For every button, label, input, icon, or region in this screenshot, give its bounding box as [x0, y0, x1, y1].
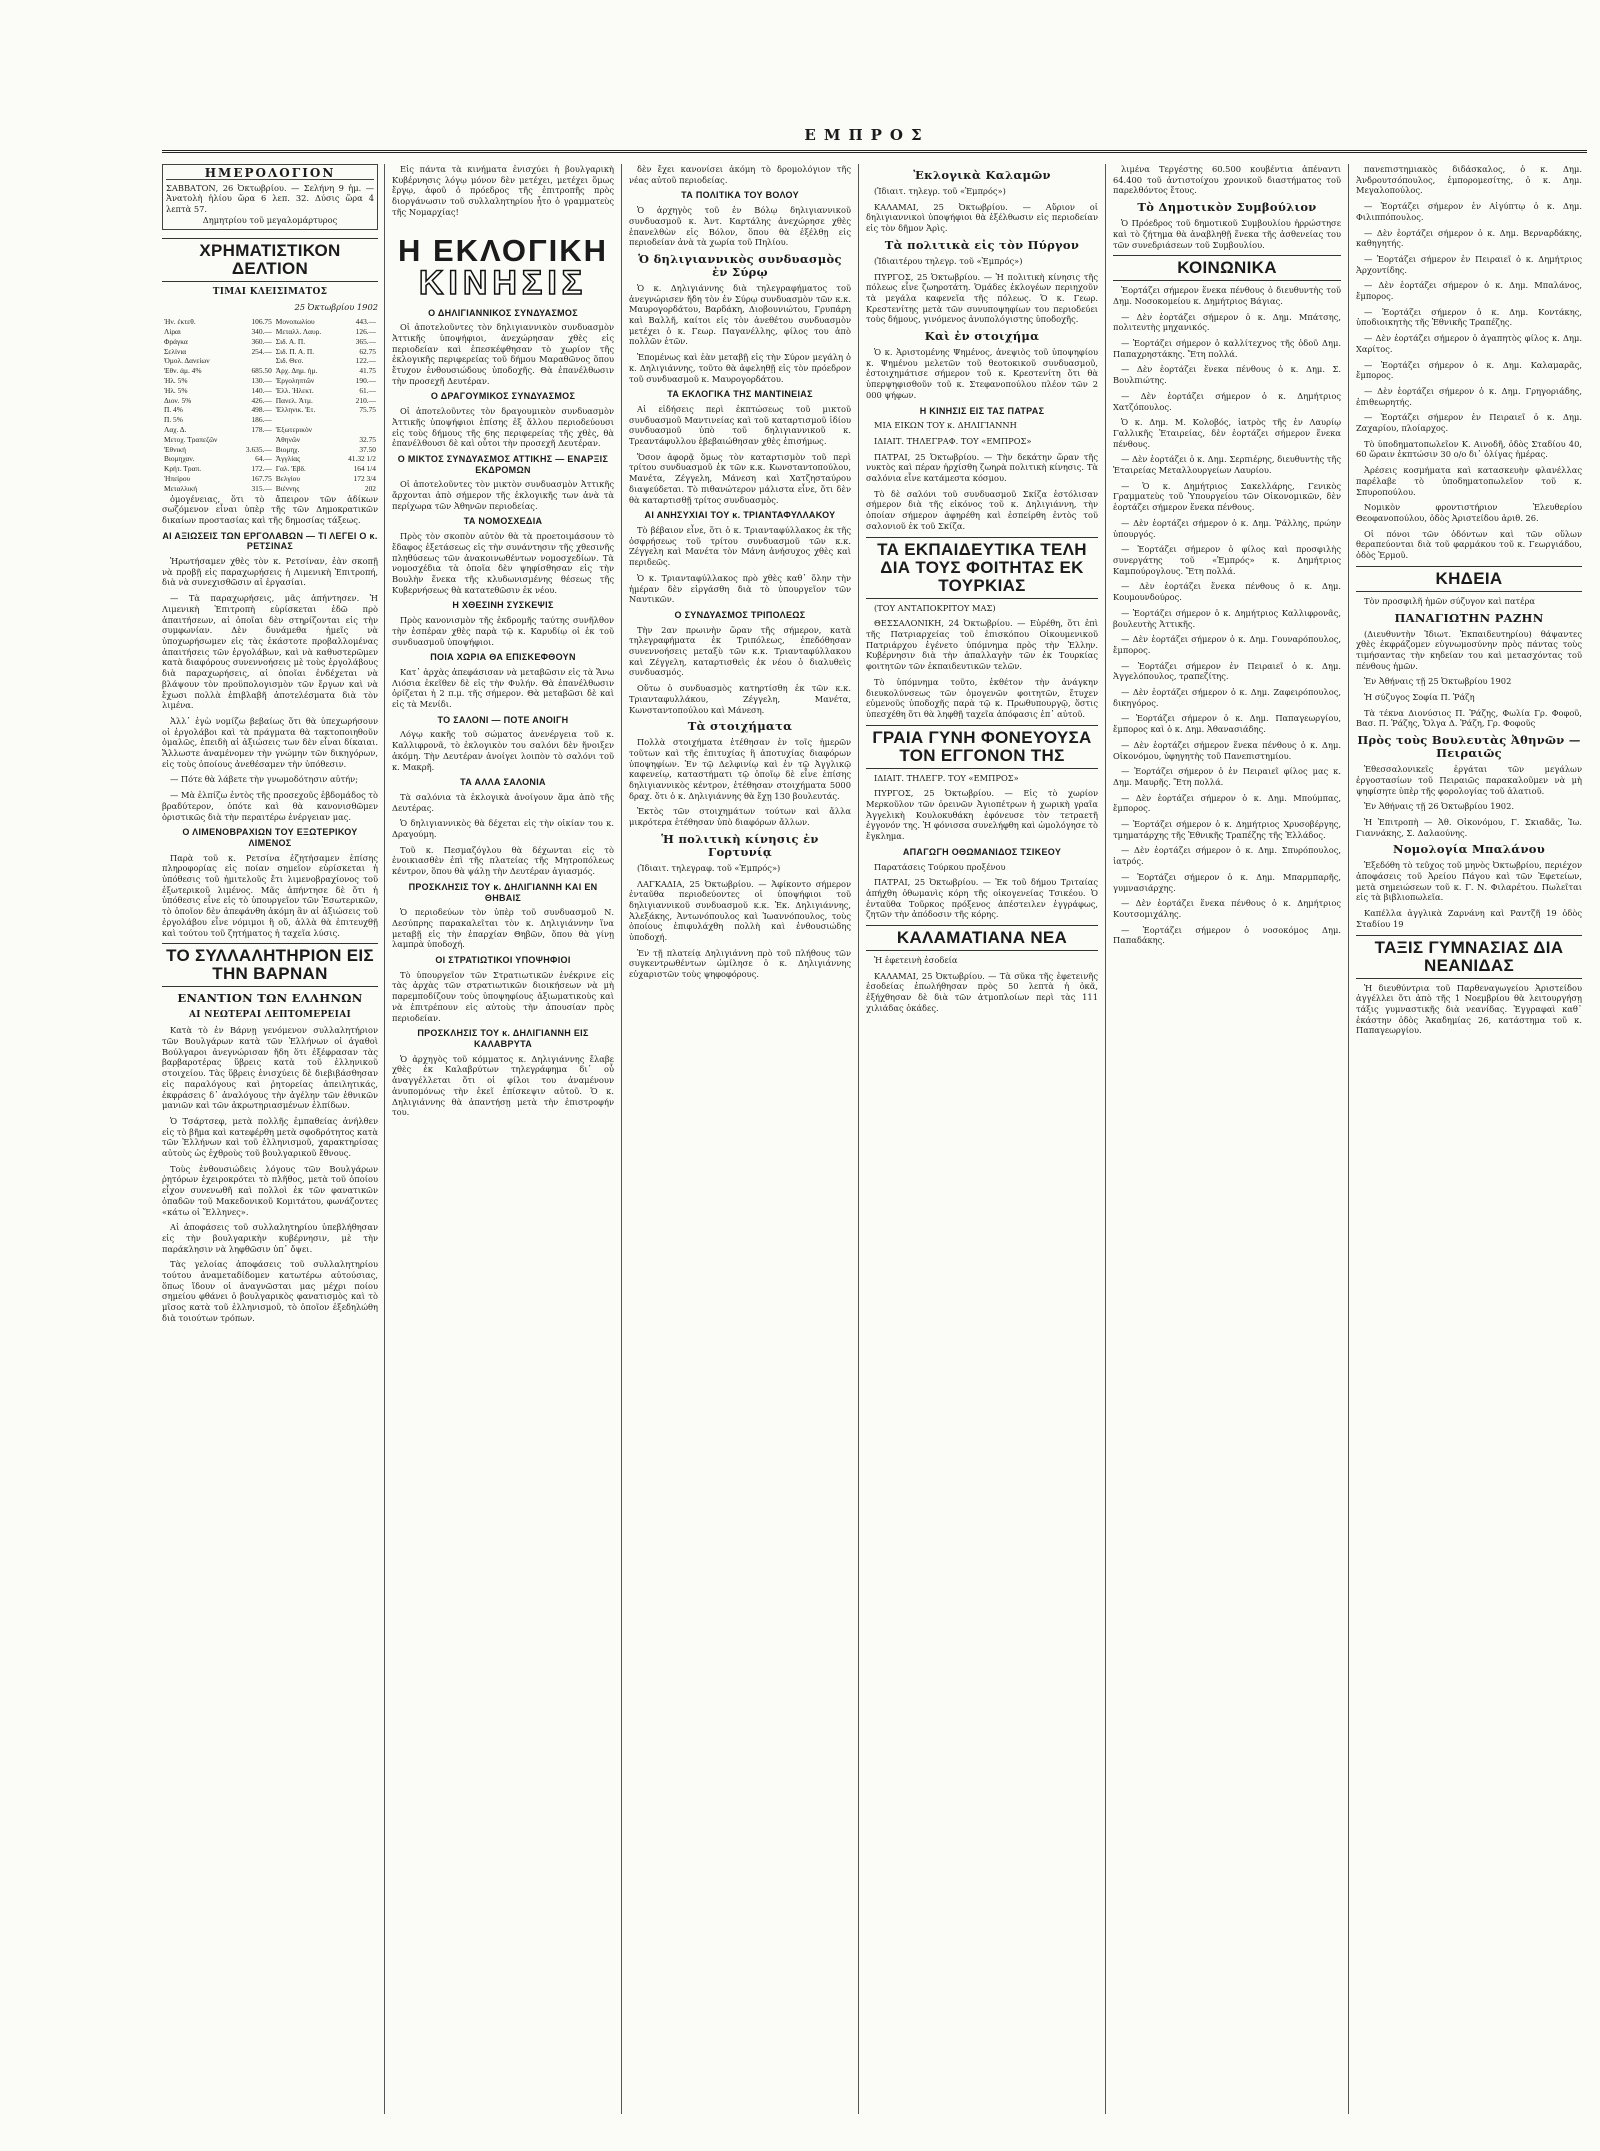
exchange-cell: Ἐθν. ἀμ. 4% [164, 366, 202, 376]
exchange-row [162, 474, 378, 484]
article-heading: ΤΟ ΣΥΛΛΑΛΗΤΗΡΙΟΝ ΕΙΣ ΤΗΝ ΒΑΡΝΑΝ [162, 943, 378, 987]
article-paragraph: Τοῦ κ. Πεσμαζόγλου θὰ δέχωνται εἰς τὸ ἐνοικιασθὲν ἐπὶ τῆς πλατείας τῆς Μητροπόλεως κέντρον, ὅπου θὰ ψάλῃ τὴν Δευτέραν ἁγιασμός. [392, 844, 614, 877]
article-paragraph: Τὸ ὑπουργεῖον τῶν Στρατιωτικῶν ἐνέκρινε εἰς τὰς ἀρχὰς τῶν στρατιωτικῶν διοικήσεων νὰ μὴ παρεμποδίζουν τοὺς ὑποψηφίους ἀξιωματικοὺς καὶ νὰ ἐπιτρέπουν εἰς αὐτοὺς τὴν ἀπουσίαν πρὸς περιοδείαν. [392, 969, 614, 1023]
article-paragraph: — Δὲν ἑορτάζει σήμερον ὁ κ. Δημ. Μπούμπας, ἔμπορος. [1113, 792, 1341, 814]
section-title-election-movement [392, 234, 614, 300]
article-paragraph: Τὰ τέκνα Διονύσιος Π. Ῥάζης, Φωλία Γρ. Φοφοῦ, Βασ. Π. Ῥάζης, Ὄλγα Δ. Ῥάζη, Γρ. Φοφοῦς [1356, 707, 1582, 729]
exchange-cell: 167.75 [251, 473, 272, 483]
exchange-cell: Κρήτ. Τραπ. [164, 464, 202, 474]
exchange-row [162, 464, 378, 474]
article-paragraph: — Δὲν ἑορτάζει σήμερον ὁ κ. Δημ. Μπαλάνος, ἔμπορος. [1356, 280, 1582, 302]
exchange-cell: 360.— [251, 336, 272, 346]
exchange-cell: 106.75 [251, 317, 272, 327]
exchange-cell: Ἀρχ. Δημ. ἡμ. [275, 366, 318, 376]
article-paragraph: Αἱ εἰδήσεις περὶ ἐκπτώσεως τοῦ μικτοῦ συνδυασμοῦ Μαντινείας καὶ τοῦ καταρτισμοῦ ἰδίου συνδυασμοῦ ὑπὸ τοῦ δηλιγιαννικοῦ κ. Τρεαντάφυλλου ἐβεβαιώθησαν χθὲς ἐπισήμως. [629, 403, 851, 447]
article-paragraph: Οὕτω ὁ συνδυασμὸς κατηρτίσθη ἐκ τῶν κ.κ. Τριανταφυλλάκου, Ζέγγελη, Μανέτα, Κωνσταντοπούλου καὶ Μάνεση. [629, 683, 851, 715]
exchange-cell: Σιδ. Π. Α. Π. [275, 346, 315, 356]
article-paragraph: ὁμογένειας, ὅτι τὸ ἄπειρον τῶν ἀδίκων σωζόμενον εἶναι ὑπὲρ τῆς τῶν Δημοκρατικῶν δικαίων προστασίας καὶ τῆς δημοσίας τάξεως. [162, 493, 378, 525]
article-paragraph: Ἐξεδόθη τὸ τεῦχος τοῦ μηνὸς Ὀκτωβρίου, περιέχον ἀποφάσεις τοῦ Ἀρείου Πάγου καὶ τῶν Ἐφετείων, μετὰ σημειώσεων τοῦ κ. Γ. Ν. Φιλαρέτου. Πωλεῖται εἰς τὰ βιβλιοπωλεῖα. [1356, 860, 1582, 903]
article-heading: Ἐκλογικὰ Καλαμῶν [913, 168, 1051, 182]
article-paragraph: — Δὲν ἑορτάζει ἕνεκα πένθους ὁ κ. Δημ. Κουμουνδούρος. [1113, 581, 1341, 603]
article-paragraph: — Ἑορτάζει σήμερον ὁ κ. Δημήτριος Καλλιφρονᾶς, βουλευτὴς Ἀττικῆς. [1113, 607, 1341, 629]
calendar-title: ΗΜΕΡΟΛΟΓΙΟΝ [166, 168, 374, 180]
exchange-cell: 190.— [355, 376, 376, 385]
article-paragraph: Οἱ πόνοι τῶν ὀδόντων καὶ τῶν οὔλων θεραπεύονται διὰ τοῦ φαρμάκου τοῦ κ. Γεωργιάδου, ὁδὸς Ἑρμοῦ. [1356, 528, 1582, 561]
exchange-cell: Ἠπείρου [164, 473, 191, 483]
exchange-cell: Ἡν. ἐκτεθ. [164, 317, 196, 327]
article-paragraph: Ὁ ἀρχηγὸς τοῦ κόμματος κ. Δηλιγιάννης ἔλαβε χθὲς ἐκ Καλαβρύτων τηλεγράφημα δι᾽ οὗ ἀναγγέλλεται ὅτι οἱ φίλοι του ἀναμένουν ἀνυπομόνως τὴν ἐκεῖ ἐπίσκεψιν αὐτοῦ. Ὁ κ. Δηλιγιάννης θὰ ἀπαντήσῃ μετὰ τὴν ἐπιστροφήν του. [392, 1053, 614, 1118]
article-heading: Καὶ ἐν στοιχήμα [924, 329, 1040, 344]
article-paragraph: ΠΑΤΡΑΙ, 25 Ὀκτωβρίου. — Τὴν δεκάτην ὥραν τῆς νυκτὸς καὶ πέραν ἠρχίσθη ζωηρὰ πολιτικὴ κίνησις. Τὰ σαλόνια εἶνε κατάμεστα κόσμου. [866, 451, 1098, 484]
article-heading: ΑΙ ΑΞΙΩΣΕΙΣ ΤΩΝ ΕΡΓΟΛΑΒΩΝ — ΤΙ ΛΕΓΕΙ Ο κ. ΡΕΤΣΙΝΑΣ [162, 530, 378, 552]
article-paragraph: Τὰς γελοίας ἀποφάσεις τοῦ συλλαλητηρίου τούτου ἀναμεταδίδομεν κατωτέρω αὐτούσιας, ὅπως ἴδουν οἱ ἀναγνῶσται μας μέχρι ποίου σημείου φθάνει ὁ βουλγαρικὸς φανατισμὸς καὶ τὸ μῖσος κατὰ τοῦ ἑλληνισμοῦ, τὸ ὁποῖον ἐξεδηλώθη διὰ τοιούτων τρόπων. [162, 1259, 378, 1323]
column-1 [162, 164, 378, 2114]
article-paragraph: Ὁ κ. Δημ. Μ. Κολοβός, ἰατρὸς τῆς ἐν Λαυρίῳ Γαλλικῆς Ἑταιρείας, δὲν ἑορτάζει σήμερον ἕνεκα πένθους. [1113, 417, 1341, 449]
article-paragraph: ΙΔΙΑΙΤ. ΤΗΛΕΓΡ. ΤΟΥ «ΕΜΠΡΟΣ» [874, 772, 1019, 783]
exchange-row [162, 347, 378, 357]
article-paragraph: — Ἑορτάζει σήμερον ὁ κ. Δημ. Κοντάκης, ὑποδιοικητὴς τῆς Ἐθνικῆς Τραπέζης. [1356, 306, 1582, 328]
column-6-body [1356, 164, 1582, 1036]
article-paragraph: δὲν ἔχει κανονίσει ἀκόμη τὸ δρομολόγιον τῆς νέας αὐτοῦ περιοδείας. [629, 164, 851, 185]
article-paragraph: Ἡ σύζυγος Σοφία Π. Ῥάζη [1364, 692, 1475, 703]
exchange-cell: Μονοπωλίου [275, 317, 315, 327]
exchange-row [162, 415, 378, 425]
exchange-cell: 254.— [251, 346, 272, 356]
exchange-cell: 315.— [251, 483, 272, 493]
article-heading: ΑΠΑΓΩΓΗ ΟΘΩΜΑΝΙΔΟΣ ΤΣΙΚΕΟΥ [902, 846, 1062, 857]
article-paragraph: Τὰ σαλόνια τὰ ἐκλογικὰ ἀνοίγουν ἅμα ἀπὸ τῆς Δευτέρας. [392, 791, 614, 813]
article-paragraph: (Διευθυντὴν Ἰδιωτ. Ἐκπαιδευτηρίου) θάψαντες χθὲς ἐκφράζομεν εὐγνωμοσύνην πρὸς πάντας τοὺς τιμήσαντας τὴν κηδείαν του καὶ μετασχόντας τοῦ πένθους ἡμῶν. [1356, 628, 1582, 671]
article-paragraph: Νομικὸν φροντιστήριον Ἐλευθερίου Θεοφανοπούλου, ὁδὸς Ἀριστείδου ἀριθ. 26. [1356, 502, 1582, 523]
exchange-cell: 41.75 [359, 366, 376, 376]
column-6 [1356, 164, 1582, 2114]
exchange-row [162, 405, 378, 415]
exchange-row [162, 327, 378, 337]
article-paragraph: Ἡ διευθύντρια τοῦ Παρθεναγωγείου Ἀριστείδου ἀγγέλλει ὅτι ἀπὸ τῆς 1 Νοεμβρίου θὰ λειτουργήσῃ τάξις γυμναστικῆς διὰ νεανίδας. Ἐγγραφαὶ καθ᾽ ἑκάστην ὁδὸς Ἀκαδημίας 26, κατάστημα τοῦ κ. Παπαγεωργίου. [1356, 982, 1582, 1036]
exchange-row [162, 454, 378, 464]
article-paragraph: — Ἑορτάζει σήμερον ὁ κ. Δημ. Καλαμαρᾶς, ἔμπορος. [1356, 359, 1582, 381]
column-rule [1105, 164, 1106, 2114]
article-paragraph: — Δὲν ἑορτάζει σήμερον ὁ κ. Δημ. Γρηγοριάδης, ἐπιθεωρητής. [1356, 385, 1582, 407]
article-paragraph: — Ἑορτάζει σήμερον ὁ νοσοκόμος Δημ. Παπαδάκης. [1113, 924, 1341, 946]
exchange-cell: Γαλ. Ἑβδ. [275, 464, 306, 474]
article-paragraph: Ἐν Ἀθήναις τῇ 26 Ὀκτωβρίου 1902. [1364, 801, 1514, 812]
exchange-row [162, 484, 378, 494]
column-4-body [866, 169, 1098, 1014]
exchange-row [162, 386, 378, 396]
exchange-cell: 140.— [251, 385, 272, 395]
exchange-cell: Σιδ. Θεσ. [275, 356, 304, 366]
exchange-cell: 41.32 1/2 [348, 454, 376, 464]
exchange-cell: 202 [364, 483, 376, 493]
article-heading: Ο ΣΥΝΔΥΑΣΜΟΣ ΤΡΙΠΟΛΕΩΣ [674, 609, 806, 620]
article-heading: ΤΑ ΝΟΜΟΣΧΕΔΙΑ [463, 516, 543, 527]
masthead [162, 126, 1587, 153]
article-paragraph: Τὴν 2αν πρωινὴν ὥραν τῆς σήμερον, κατὰ τηλεγραφήματα ἐκ Τριπόλεως, ἐπεδόθησαν συνεννοήσεις μεταξὺ τῶν κ.κ. Τριανταφύλλακου καὶ Ζέγγελη, καταρτισθεὶς ἐκ νέου ὁ διαλυθεὶς συνδυασμός. [629, 624, 851, 678]
article-heading: Η ΧΘΕΣΙΝΗ ΣΥΣΚΕΨΙΣ [452, 600, 554, 611]
article-paragraph: — Μὰ ἐλπίζω ἐντὸς τῆς προσεχοῦς ἑβδομάδος τὸ βραδύτερον, ὁπότε καὶ θὰ κανονισθῶμεν ὁριστικῶς διὰ τὴν περαιτέρω ἐνέργειαν μας. [162, 790, 378, 822]
article-paragraph: Ἡ Ἐπιτροπὴ — Ἀθ. Οἰκονόμου, Γ. Σκιαδᾶς, Ἰω. Γιαννάκης, Σ. Δαλαούνης. [1356, 816, 1582, 838]
article-paragraph: (ΤΟΥ ΑΝΤΑΠΟΚΡΙΤΟΥ ΜΑΣ) [874, 602, 996, 613]
calendar-line-1: ΣΑΒΒΑΤΟΝ, 26 Ὀκτωβρίου. — Σελήνη 9 ἡμ. — Ἀνατολὴ ἡλίου ὥρα 6 λεπ. 32. Δύσις ὥρα 4 λεπτὰ 57. [166, 182, 374, 215]
exchange-cell: Μεταλλ. Λαυρ. [275, 327, 322, 337]
article-heading: ΠΡΟΣΚΛΗΣΙΣ ΤΟΥ κ. ΔΗΛΙΓΙΑΝΝΗ ΕΙΣ ΚΑΛΑΒΡΥΤΑ [417, 1028, 589, 1049]
exchange-cell: 32.75 [359, 434, 376, 444]
article-paragraph: — Δὲν ἑορτάζει ὁ κ. Δημ. Σερπιέρης, διευθυντὴς τῆς Ἑταιρείας Μεταλλουργείων Λαυρίου. [1113, 454, 1341, 476]
article-heading: ΠΡΟΣΚΛΗΣΙΣ ΤΟΥ κ. ΔΗΛΙΓΙΑΝΝΗ ΚΑΙ ΕΝ ΘΗΒΑΙΣ [408, 881, 598, 903]
exchange-cell: 64.— [255, 454, 272, 464]
exchange-cell: Ἠλ. 5% [164, 376, 188, 385]
exchange-cell: 37.50 [359, 444, 376, 454]
exchange-cell: Ἀγγλίας [275, 454, 301, 464]
exchange-cell: Ὁμολ. Δανείων [164, 356, 210, 366]
exchange-cell: Βιέννης [275, 483, 300, 493]
exchange-cell: 340.— [251, 327, 272, 337]
article-paragraph: ΛΑΓΚΑΔΙΑ, 25 Ὀκτωβρίου. — Ἀφίκοντο σήμερον ἐνταῦθα περιοδεύοντες οἱ ὑποψήφιοι τοῦ δηλιγιαννικοῦ συνδυασμοῦ κ.κ. Ἐκ. Δηλιγιάννης, Ἀλεξάκης, Ἀντωνόπουλος καὶ Ἰωαννόπουλος, τοὺς ὁποίους ἐπιφυλάχθη πολλὴ καὶ ἐνθουσιώδης ὑποδοχή. [629, 878, 851, 943]
article-paragraph: Ἐθεσσαλονικεῖς ἐργάται τῶν μεγάλων ἐργοστασίων τοῦ Πειραιῶς παρακαλοῦμεν νὰ μὴ ψηφίσητε ὑπὲρ τῆς φορολογίας τοῦ ἀλατιοῦ. [1356, 764, 1582, 796]
article-heading: ΟΙ ΣΤΡΑΤΙΩΤΙΚΟΙ ΥΠΟΨΗΦΙΟΙ [435, 955, 571, 966]
exchange-row [162, 445, 378, 455]
article-paragraph: Ὁ κ. Δηλιγιάννης διὰ τηλεγραφήματος τοῦ ἀνεγνώρισεν ἤδη τὸν ἐν Σύρῳ συνδυασμὸν τῶν κ.κ. Μαυρογορδάτου, Βαρδάκη, Διοβουνιώτου, Γρυπάρη καὶ Βαλλῆ, καίτοι εἰς τὸν ἀνεθέτου συνδυασμὸν μετέχει ὁ κ. Γεωρ. Παγανέλλης, φίλος του ἀπὸ πολλῶν ἐτῶν. [629, 282, 851, 347]
exchange-cell: Φράγκα [164, 336, 188, 346]
article-paragraph: — Ἑορτάζει σήμερον ὁ κ. Δημ. Μπαρμπαρῆς, γυμνασιάρχης. [1113, 871, 1341, 893]
column-rule [1348, 164, 1349, 2114]
financial-subtitle: ΤΙΜΑΙ ΚΛΕΙΣΙΜΑΤΟΣ [212, 286, 328, 297]
exchange-cell: 426.— [251, 395, 272, 405]
exchange-row [162, 396, 378, 406]
exchange-cell: 172 3/4 [353, 473, 376, 483]
section-title-line-1: Η ΕΚΛΟΓΙΚΗ [397, 232, 609, 268]
exchange-cell: Λαχ. Δ. [164, 424, 187, 434]
exchange-cell: Πανελ. Ἀτμ. [275, 395, 313, 405]
column-rule [384, 164, 385, 2114]
column-5-body [1113, 164, 1341, 946]
exchange-cell: Π. 4% [164, 405, 183, 415]
article-paragraph: Τὸ ὑποδηματοπωλεῖον Κ. Αινοδῆ, ὁδὸς Σταδίου 40, 60 ὥραιν ἐκπτώσιν 30 ο/ο δι᾽ ὀλίγας ἡμέρας. [1356, 438, 1582, 460]
article-paragraph: Τὸ βέβαιον εἶνε, ὅτι ὁ κ. Τριανταφύλλακος ἐκ τῆς ὀσφρήσεως τοῦ τρίτου συνδυασμοῦ τῶν κ.κ. Ζέγγελη καὶ Μανέτα τὸν Μάνη ἀνήσυχος χθὲς καὶ περιδεῶς. [629, 524, 851, 568]
article-paragraph: Οἱ ἀποτελοῦντες τὸν δραγουμικὸν συνδυασμὸν Ἀττικῆς ὑποψήφιοι ἐπίσης ἐξ ἄλλου περιοδεύουσι εἰς τοὺς δήμους τῆς 6ης περιφερείας τῆς χθὲς, θὰ ἐπανέλθουσι δὲ καὶ οὗτοι τὴν προσεχῆ Δευτέραν. [392, 406, 614, 449]
exchange-row [162, 425, 378, 435]
exchange-row [162, 356, 378, 366]
article-paragraph: — Δὲν ἑορτάζει σήμερον ὁ ἀγαπητὸς φίλος κ. Δημ. Χαρίτος. [1356, 333, 1582, 354]
article-heading: Ὁ δηλιγιαννικὸς συνδυασμὸς ἐν Σύρῳ [638, 251, 842, 279]
exchange-cell: Διον. 5% [164, 395, 192, 405]
column-2-body [392, 164, 614, 1118]
article-paragraph: Ἐν τῇ πλατείᾳ Δηλιγιάννη πρὸ τοῦ πλήθους τῶν συγκεντρωθέντων ὡμίλησε ὁ κ. Δηλιγιάννης εὐχαριστῶν τοὺς ψηφοφόρους. [629, 947, 851, 980]
exchange-row [162, 337, 378, 347]
article-paragraph: — Δὲν ἑορτάζει σήμερον ἕνεκα πένθους ὁ κ. Δημ. Οἰκονόμου, ὑφηγητὴς τοῦ Πανεπιστημίου. [1113, 739, 1341, 761]
article-heading: ΤΑ ΑΛΛΑ ΣΑΛΟΝΙΑ [460, 777, 546, 788]
exchange-cell: 178.— [251, 424, 272, 434]
exchange-cell: 75.75 [359, 405, 376, 415]
section-title-line-2: ΚΙΝΗΣΙΣ [418, 263, 588, 302]
exchange-cell: Ἐθνική [164, 444, 186, 454]
exchange-cell: Σελίνια [164, 346, 187, 356]
column-3 [629, 164, 851, 2114]
column-4 [866, 164, 1098, 2114]
article-paragraph: — Δὲν ἑορτάζει σήμερον ὁ κ. Δημ. Βερναρδάκης, καθηγητής. [1356, 227, 1582, 249]
article-paragraph: ΠΥΡΓΟΣ, 25 Ὀκτωβρίου. — Εἰς τὸ χωρίον Μερκοῦλον τῶν ὁρεινῶν Ἀγιοπέτρων ἡ χωρικὴ γραῖα Ἀγγελικὴ Κουλοκυθάκη ἐφόνευσε τὸν τετραετῆ ἐγγονόν της. Ἡ φόνισσα συνελήφθη καὶ ὡμολόγησε τὸ ἔγκλημα. [866, 788, 1098, 842]
exchange-cell [274, 415, 337, 425]
article-paragraph: ΘΕΣΣΑΛΟΝΙΚΗ, 24 Ὀκτωβρίου. — Εὐρέθη, ὅτι ἐπὶ τῆς Πατριαρχείας τοῦ ἐπισκόπου Οἰκουμενικοῦ Πατριάρχου ἐγένετο ὑπόμνημα πρὸς τὴν Ἐλλην. Κυβέρνησιν διὰ τὴν ἀπαλλαγὴν τῶν ἐκ Τουρκίας φοιτητῶν τῶν ἐκπαιδευτικῶν τελῶν. [866, 618, 1098, 672]
exchange-cell: 186.— [251, 415, 272, 425]
column-3-body [629, 164, 851, 980]
article-paragraph: — Ὁ κ. Δημήτριος Σακελλάρης, Γενικὸς Γραμματεὺς τοῦ Ὑπουργείου τῶν Οἰκονομικῶν, δὲν ἑορτάζει σήμερον ἕνεκα πένθους. [1113, 480, 1341, 513]
exchange-cell: 122.— [355, 356, 376, 366]
exchange-cell: 126.— [355, 327, 376, 337]
article-paragraph: Τὸ ὑπόμνημα τοῦτο, ἐκθέτον τὴν ἀνάγκην διευκολύνσεως τῶν ὁμογενῶν φοιτητῶν, ἔτυχεν εὐμενοῦς ὑποδοχῆς παρὰ τῷ κ. Πρωθυπουργῷ, ὅστις ὑπεσχέθη ὅτι θὰ ληφθῇ ταχεῖα ἀπόφασις ἐπ᾽ αὐτοῦ. [866, 676, 1098, 719]
article-heading: ΓΡΑΙΑ ΓΥΝΗ ΦΟΝΕΥΟΥΣΑ ΤΟΝ ΕΓΓΟΝΟΝ ΤΗΣ [866, 725, 1098, 769]
exchange-cell: 164 1/4 [353, 464, 376, 474]
article-heading: Τὰ πολιτικὰ εἰς τὸν Πύργον [884, 237, 1080, 252]
exchange-cell: 130.— [251, 376, 272, 385]
article-paragraph: ΠΑΤΡΑΙ, 25 Ὀκτωβρίου. — Ἐκ τοῦ δήμου Τριταίας ἀπήχθη ὀθωμανὶς κόρη τῆς οἰκογενείας Τσικέου. Ὁ ἐνταῦθα Τοῦρκος πρόξενος ἀπέστειλεν ἐγγράφως, ζητῶν τὴν ἀπόδοσιν τῆς κόρης. [866, 877, 1098, 920]
exchange-cell: Ἑλληνικ. Ἐτ. [275, 405, 316, 415]
article-paragraph: Ὁ δηλιγιαννικὸς θὰ δέχεται εἰς τὴν οἰκίαν του κ. Δραγούμη. [392, 818, 614, 840]
article-paragraph: Ὁ Τσάρτσεφ, μετὰ πολλῆς ἐμπαθείας ἀνήλθεν εἰς τὸ βῆμα καὶ κατεφέρθη μετὰ σφοδρότητος κατὰ τῶν Ἑλλήνων καὶ τοῦ ἑλληνισμοῦ, χαρακτηρίσας αὐτοὺς ὡς ἐχθροὺς τοῦ βουλγαρικοῦ ἔθνους. [162, 1115, 378, 1159]
exchange-row [162, 435, 378, 445]
article-paragraph: Πολλὰ στοιχήματα ἐτέθησαν ἐν τοῖς ἡμερῶν τοῦτων καὶ τῆς ἐπιτυχίας ἢ ἀποτυχίας διαφόρων ὑποψηφίων. Ἐν τῷ Δελφινίῳ καὶ ἐν τῷ Ἀγγλικῷ καφενείῳ, καταστήματι τῷ ὁποῖῳ δὲ εἶνε ἐπίσης δηλιγιαννικὸς κέντρον, ἐτέθησαν στοιχήματα 5000 δραχ. ὅτι ὁ κ. Δηλιγιάννης θὰ ἔχῃ 130 βουλευτάς. [629, 737, 851, 801]
exchange-cell: Σιδ. Α. Π. [275, 336, 306, 346]
exchange-row [162, 376, 378, 386]
exchange-cell [236, 356, 274, 366]
article-heading: Ἡ πολιτικὴ κίνησις ἐν Γορτυνίᾳ [661, 831, 819, 859]
article-heading: Τὸ Δημοτικὸν Συμβούλιον [1137, 200, 1317, 215]
article-paragraph: — Δὲν ἑορτάζει σήμερον ὁ κ. Δημ. Σπυρόπουλος, ἰατρός. [1113, 845, 1341, 867]
column-1-body [162, 494, 378, 1324]
article-heading: Ο ΔΗΛΙΓΙΑΝΝΙΚΟΣ ΣΥΝΔΥΑΣΜΟΣ [428, 307, 578, 318]
article-heading: ΑΙ ΑΝΗΣΥΧΙΑΙ ΤΟΥ κ. ΤΡΙΑΝΤΑΦΥΛΛΑΚΟΥ [644, 510, 836, 521]
exchange-cell: 210.— [355, 395, 376, 405]
article-paragraph: Πρὸς τὸν σκοπὸν αὐτὸν θὰ τὰ προετοιμάσουν τὸ ἔδαφος ἐξετάσεως εἰς τὴν συνάντησιν τῆς χθεσινῆς πληθύσεως τῶν ἀνακοινωθέντων νομοσχεδίων. Τὰ νομοσχέδια τὰ ὁποῖα δὲν ψηφίσθησαν εἰς τὴν Βουλὴν ἕνεκα τῆς κλυδωνισμένης θέσεως τῆς Κυβερνήσεως θὰ κατατεθῶσιν ἐκ νέου. [392, 531, 614, 595]
article-heading: Η ΚΙΝΗΣΙΣ ΕΙΣ ΤΑΣ ΠΑΤΡΑΣ [919, 405, 1045, 416]
column-5 [1113, 164, 1341, 2114]
article-paragraph: Ὁ κ. Ἀριστομένης Ψημένος, ἀνεψιὸς τοῦ ὑποψηφίου κ. Ψημένου μελετῶν τοῦ θεοτοκικοῦ συνδυασμοῦ, ἐστοιχημάτισε σήμερον τοῦ κ. Κρεστενίτη ὅτι θὰ ὑπερψηφισθοῦν τοῦ κ. Στεφανοπούλου πλέον τῶν 2 000 ψήφων. [866, 347, 1098, 400]
article-heading: ΤΑ ΕΚΛΟΓΙΚΑ ΤΗΣ ΜΑΝΤΙΝΕΙΑΣ [667, 389, 813, 400]
article-paragraph: πανεπιστημιακὸς διδάσκαλος, ὁ κ. Δημ. Ἀνδρουτσόπουλος, ἐμπορομεσίτης, ὁ κ. Δημ. Μεγαλοπούλος. [1356, 164, 1582, 196]
article-paragraph: Ὅσον ἀφορᾷ ὅμως τὸν καταρτισμὸν τοῦ περὶ τρίτου συνδυασμοῦ ἐκ τῶν κ.κ. Κωνσταντοπούλου, Μανέτα, Ζέγγελη, Μάνεση καὶ Χατζησταύρου διαψεύδεται. Τὸ πιθανώτερον μάλιστα εἶνε, ὅτι δὲν θὰ καταρτισθῇ τρίτος συνδυασμὸς. [629, 451, 851, 505]
article-paragraph: (Ἰδιαιτέρου τηλεγρ. τοῦ «Ἐμπρός») [874, 255, 1023, 266]
article-paragraph: — Ἑορτάζει σήμερον ἐν Πειραιεῖ ὁ κ. Δημ. Ζαχαρίου, πλοίαρχος. [1356, 412, 1582, 434]
article-paragraph: Τὸν προσφιλῆ ἡμῶν σύζυγον καὶ πατέρα [1364, 595, 1535, 606]
article-paragraph: Ὁ κ. Τριανταφύλλακος πρὸ χθὲς καθ᾽ ὅλην τὴν ἡμέραν δὲν εἰργάσθη διὰ τὸ ὑπουργεῖον τῶν Ναυτικῶν. [629, 572, 851, 605]
exchange-cell: Βιομηχ. [275, 444, 300, 454]
article-paragraph: — Ἑορτάζει σήμερον ἐν Πειραιεῖ ὁ κ. Δημ. Ἀγγελόπουλος, τραπεζίτης. [1113, 660, 1341, 682]
article-paragraph: (Ἰδιαιτ. τηλεγρ. τοῦ «Ἐμπρός») [874, 186, 1006, 196]
article-paragraph: Ἀρέσεις κοσμήματα καὶ κατασκευὴν φλανέλλας παρέλαβε τὸ ὑποδηματοπωλεῖον τοῦ κ. Σπυροπούλου. [1356, 465, 1582, 497]
article-paragraph: ΚΑΛΑΜΑΙ, 25 Ὀκτωβρίου. — Τὰ σῦκα τῆς ἐφετεινῆς ἐσοδείας ἐπωλήθησαν πρὸς 50 λεπτὰ ἡ ὀκᾶ, ἐξήχθησαν δὲ διὰ τῶν ἀτμοπλοίων περὶ τὰς 111 χιλιάδας ὀκάδες. [866, 970, 1098, 1013]
exchange-cell [236, 435, 274, 445]
article-heading: ΚΑΛΑΜΑΤΙΑΝΑ ΝΕΑ [866, 925, 1098, 951]
financial-date: 25 Ὀκτωβρίου 1902 [294, 301, 378, 312]
article-paragraph: Αἱ ἀποφάσεις τοῦ συλλαλητηρίου ὑπεβλήθησαν εἰς τὴν βουλγαρικὴν κυβέρνησιν, μὲ τὴν παράκλησιν νὰ ληφθῶσιν ὑπ᾽ ὄψει. [162, 1222, 378, 1254]
article-paragraph: Λόγῳ κακῆς τοῦ σώματος ἀνενέργεια τοῦ κ. Καλλιφρονᾶ, τὸ ἐκλογικὸν του σαλόνι δὲν ἤνοιξεν ἀκόμη. Τὴν Δευτέραν ἀνοίγει λοιπὸν τὸ σαλόνι τοῦ κ. Μακρῆ. [392, 729, 614, 772]
article-paragraph: Καπέλλα ἀγγλικὰ Ζαρνάνη καὶ Ραντζῆ 19 ὁδὸς Σταδίου 19 [1356, 908, 1582, 929]
article-heading: Πρὸς τοὺς Βουλευτὰς Ἀθηνῶν — Πειραιῶς [1357, 733, 1581, 761]
exchange-cell: Λίραι [164, 327, 181, 337]
article-paragraph: Οἱ ἀποτελοῦντες τὸν δηλιγιαννικὸν συνδυασμὸν Ἀττικῆς ὑποψήφιοι, ἀνεχώρησαν χθὲς εἰς περιοδείαν καὶ ἐπεσκέφθησαν τὸ χωρίον τῆς ἐκλογικῆς περιφερείας τοῦ δήμου Μαραθῶνος ὅπου ἔτυχον ἐνθουσιώδους ὑποδοχῆς. Θὰ ἐπανέλθωσιν τὴν προσεχῆ Δευτέραν. [392, 322, 614, 386]
article-paragraph: Κατὰ τὸ ἐν Βάρνῃ γενόμενον συλλαλητήριον τῶν Βουλγάρων κατὰ τῶν Ἑλλήνων οἱ ἀγαθοὶ Βούλγαροι ἀνεγνώρισαν ἤδη ὅτι ἐξέφρασαν τὰς βαρβαροτέρας ὕβρεις κατὰ τοῦ ἑλληνικοῦ στοιχείου. Τὰς ὕβρεις ἐνισχύεις δὲ διεβιβάσθησαν εἰς παραλόγους καὶ ῥητορείας ἀπειλητικάς, ἐκφράσεις δ᾽ ἀναλόγους τὴν ἀγέλην τῶν ἐθνικῶν μανιῶν καὶ τῶν ἀκρωτηριασμένων ἐλπίδων. [162, 1025, 378, 1111]
article-paragraph: Ἐπομένως καὶ ἐὰν μεταβῇ εἰς τὴν Σύρον μεγάλη ὁ κ. Δηλιγιάννης, τοῦτο θὰ ἀφεληθῇ εἰς τὸν πρόεδρον τοῦ συνδυασμοῦ κ. Μαυρογορδάτου. [629, 352, 851, 384]
exchange-cell: Ἐργοληπτῶν [275, 376, 315, 385]
exchange-cell: Ἐλλ. Ἠλεκτ. [275, 385, 314, 395]
article-paragraph: Εἰς πάντα τὰ κινήματα ἐνισχύει ἡ βουλγαρικὴ Κυβέρνησις λόγῳ μόνον δὲν μετέχει, μετέχει ὅμως ἔργῳ, ἀφοῦ ὁ πρόεδρος τῆς ἐπιτροπῆς πρὸς διοργάνωσιν τοῦ συλλαλητηρίου ἦτο ὁ γραμματεὺς τῆς Νομαρχίας! [392, 164, 614, 217]
article-paragraph: — Δὲν ἑορτάζει σήμερον ὁ κ. Δημ. Μπάτσης, πολιτευτὴς μηχανικός. [1113, 311, 1341, 333]
article-heading: ΤΑ ΠΟΛΙΤΙΚΑ ΤΟΥ ΒΟΛΟΥ [681, 190, 799, 201]
exchange-cell: 3.635.— [245, 444, 272, 454]
exchange-cell [337, 415, 378, 425]
exchange-cell: 685.50 [251, 366, 272, 376]
exchange-cell: Μετοχ. Τραπεζῶν [164, 434, 218, 444]
exchange-cell: Ἀθηνῶν [275, 434, 301, 444]
article-heading: ΕΝΑΝΤΙΟΝ ΤΩΝ ΕΛΛΗΝΩΝ [177, 991, 363, 1006]
calendar-box [162, 164, 378, 230]
article-paragraph: — Δὲν ἑορτάζει ἕνεκα πένθους ὁ κ. Δημ. Σ. Βουλπιώτης. [1113, 364, 1341, 386]
article-paragraph: ΙΔΙΑΙΤ. ΤΗΛΕΓΡΑΦ. ΤΟΥ «ΕΜΠΡΟΣ» [874, 435, 1032, 446]
article-paragraph: Ὁ περιοδεύων τὸν ὑπὲρ τοῦ συνδυασμοῦ Ν. Δεσύπρης παρακαλεῖται τὸν κ. Δηλιγιάννην ἵνα μεταβῇ εἰς τὴν ἐπαρχίαν Θηβῶν, ὅπου θὰ γίνῃ λαμπρὰ ὑποδοχή. [392, 907, 614, 950]
article-paragraph: — Ἑορτάζει σήμερον ὁ κ. Δημήτριος Χρυσοβέργης, τμηματάρχης τῆς Ἐθνικῆς Τραπέζης τῆς Ἑλλάδος. [1113, 819, 1341, 840]
exchange-cell: Βελγίου [275, 473, 301, 483]
exchange-cell [337, 425, 378, 435]
exchange-row [162, 317, 378, 327]
article-heading: Τὰ στοιχήματα [687, 719, 793, 734]
article-heading: Ο ΜΙΚΤΟΣ ΣΥΝΔΥΑΣΜΟΣ ΑΤΤΙΚΗΣ — ΕΝΑΡΞΙΣ ΕΚΔΡΟΜΩΝ [397, 453, 609, 475]
exchange-cell: Ἐξωτερικὸν [275, 424, 312, 434]
article-paragraph: Κατ᾽ ἀρχὰς ἀπεφάσισαν νὰ μεταβῶσιν εἰς τὰ Ἄνω Λιόσια ἐκεῖθεν δὲ εἰς τὴν Φυλήν. Θὰ ἐπανέλθωσιν ὁρίζεται ἡ 2 π.μ. τῆς σήμερον. Θὰ μεταβῶσι δὲ καὶ εἰς τὰ Μενίδι. [392, 666, 614, 710]
article-paragraph: ΜΙΑ ΕΙΚΩΝ ΤΟΥ κ. ΔΗΛΙΓΙΑΝΝΗ [874, 420, 1017, 431]
financial-title: ΧΡΗΜΑΤΙΣΤΙΚΟΝ ΔΕΛΤΙΟΝ [162, 238, 378, 282]
exchange-cell: 172.— [251, 464, 272, 474]
exchange-cell: 365.— [355, 336, 376, 346]
article-paragraph: Ἡ ἐφετεινὴ ἐσοδεία [874, 955, 958, 966]
article-heading: ΠΟΙΑ ΧΩΡΙΑ ΘΑ ΕΠΙΣΚΕΦΘΟΥΝ [430, 652, 576, 663]
article-paragraph: Ἐορτάζει σήμερον ἕνεκα πένθους ὁ διευθυντὴς τοῦ Δημ. Νοσοκομείου κ. Δημήτριος Βάγιας. [1113, 285, 1341, 306]
article-paragraph: — Δὲν ἑορτάζει σήμερον ὁ κ. Δημ. Ζαφειρόπουλος, δικηγόρος. [1113, 687, 1341, 708]
article-heading: Ο ΛΙΜΕΝΟΒΡΑΧΙΩΝ ΤΟΥ ΕΞΩΤΕΡΙΚΟΥ ΛΙΜΕΝΟΣ [182, 827, 358, 848]
article-paragraph: — Δὲν ἑορτάζει ἕνεκα πένθους ὁ κ. Δημήτριος Κουτσομιχάλης. [1113, 898, 1341, 919]
article-paragraph: Ὁ ἀρχηγὸς τοῦ ἐν Βόλῳ δηλιγιαννικοῦ συνδυασμοῦ κ. Ἀντ. Καρτάλης ἀνεχώρησε χθὲς ἐπανελθὼν εἰς Βόλον, ὅπου θὰ ἐξέλθῃ εἰς περιοδείαν ἀνὰ τὰ χωρία τοῦ Πηλίου. [629, 205, 851, 248]
exchange-cell: 443.— [355, 317, 376, 327]
article-heading: ΤΑΞΙΣ ΓΥΜΝΑΣΙΑΣ ΔΙΑ ΝΕΑΝΙΔΑΣ [1356, 935, 1582, 979]
article-paragraph: λιμένα Τεργέστης 60.500 κουβέντια ἀπέναντι 64.400 τοῦ ἀντιστοίχου χρονικοῦ διαστήματος τοῦ παρελθόντος ἔτους. [1113, 164, 1341, 196]
article-paragraph: Ἐν Ἀθήναις τῇ 25 Ὀκτωβρίου 1902 [1364, 676, 1512, 687]
article-paragraph: — Ἑορτάζει σήμερον ὁ κ. Δημ. Παπαγεωργίου, ἔμπορος καὶ ὁ κ. Δημ. Ἀθανασιάδης. [1113, 713, 1341, 735]
exchange-cell: Ἠλ. 5% [164, 385, 188, 395]
article-heading: ΚΗΔΕΙΑ [1356, 566, 1582, 592]
exchange-table [162, 317, 378, 493]
column-rule [621, 164, 622, 2114]
article-paragraph: ΚΑΛΑΜΑΙ, 25 Ὀκτωβρίου. — Αὔριον οἱ δηλιγιαννικοὶ ὑποψήφιοι θὰ ἐξέλθωσιν εἰς περιοδείαν εἰς τὸν δῆμον Ἀρὶς. [866, 201, 1098, 234]
article-paragraph: Ἐκτὸς τῶν στοιχημάτων τούτων καὶ ἄλλα μικρότερα ἐτέθησαν ὑπὸ διαφόρων ἄλλων. [629, 806, 851, 828]
article-heading: ΤΟ ΣΑΛΟΝΙ — ΠΟΤΕ ΑΝΟΙΓΗ [437, 714, 569, 725]
article-paragraph: Παρὰ τοῦ κ. Ρετσίνα ἐζητήσαμεν ἐπίσης πληροφορίας εἰς ποίαν σημεῖον εὑρίσκεται ἡ ὑπόθεσις τοῦ ἡμιτελοῦς ἔτι λιμενοβραχίονος τοῦ ἐξωτερικοῦ λιμένος. Μᾶς ἀπήντησε δὲ ὅτι ἡ ὑπόθεσις εἶνε εἰς τὸ ὑπουργεῖον τῶν Ἐσωτερικῶν, τὸ ὁποῖον δὲν ἀπεφάνθη ἀκόμη ἂν αἱ ἀξιώσεις τοῦ ἐργολάβου εἶνε νόμιμοι ἢ οὔ, ἀλλὰ θὰ ἐπιτευχθῇ καὶ τούτου τοῦ ζητήματος ἡ ταχεῖα λύσις. [162, 852, 378, 938]
article-paragraph: — Δὲν ἑορτάζει σήμερον ὁ κ. Δημ. Γουναρόπουλος, ἔμπορος. [1113, 634, 1341, 655]
article-heading: ΤΑ ΕΚΠΑΙΔΕΥΤΙΚΑ ΤΕΛΗ ΔΙΑ ΤΟΥΣ ΦΟΙΤΗΤΑΣ ΕΚ ΤΟΥΡΚΙΑΣ [866, 537, 1098, 599]
article-paragraph: (Ἰδιαιτ. τηλεγραφ. τοῦ «Ἐμπρός») [637, 862, 781, 873]
column-2 [392, 164, 614, 2114]
exchange-cell: Βιομηχαν. [164, 454, 195, 464]
calendar-line-2: Δημητρίου τοῦ μεγαλομάρτυρος [202, 214, 338, 225]
exchange-row [162, 366, 378, 376]
article-paragraph: — Ἑορτάζει σήμερον ἐν Πειραιεῖ ὁ κ. Δημήτριος Ἀρχοντίδης. [1356, 253, 1582, 275]
article-paragraph: — Ἑορτάζει σήμερον ὁ φίλος καὶ προσφιλὴς συνεργάτης τοῦ «Ἐμπρός» κ. Δημήτριος Καμπούρογλους. Ἔτη πολλά. [1113, 544, 1341, 576]
article-paragraph: — Ἑορτάζει σήμερον ἐν Αἰγύπτῳ ὁ κ. Δημ. Φιλιππόπουλος. [1356, 201, 1582, 222]
exchange-cell: Μεταλλική [164, 483, 198, 493]
article-paragraph: — Δὲν ἑορτάζει σήμερον ὁ κ. Δημ. Ῥάλλης, πρώην ὑπουργός. [1113, 517, 1341, 539]
article-paragraph: Ὁ Πρόεδρος τοῦ δημοτικοῦ Συμβουλίου ἠρρώστησε καὶ τὸ ζήτημα θὰ ἀναβληθῇ ἕνεκα τῆς ἀσθενείας του τῶν συνεδριάσεων τοῦ Συμβουλίου. [1113, 218, 1341, 250]
newspaper-page [162, 126, 1587, 2132]
article-heading: ΑΙ ΝΕΩΤΕΡΑΙ ΛΕΠΤΟΜΕΡΕΙΑΙ [188, 1010, 351, 1021]
masthead-title: ΕΜΠΡΟΣ [804, 126, 930, 144]
exchange-cell: Π. 5% [164, 415, 183, 425]
article-paragraph: — Πότε θὰ λάβετε τὴν γνωμοδότησιν αὐτήν; [170, 774, 359, 785]
article-paragraph: Ἀλλ᾽ ἐγὼ νομίζω βεβαίως ὅτι θὰ ὑπεχωρήσουν οἱ ἐργολάβοι καὶ τὰ πράγματα θὰ τακτοποιηθοῦν ὁμαλῶς, ἐπειδὴ αἱ ἀξιώσεις των δὲν εἶναι δίκαιαι. Ἄλλωστε ἀναμένομεν τὴν γνώμην τῶν δικηγόρων, εἰς τοὺς ὁποίους ἀνεθέσαμεν τὴν ὑπόθεσιν. [162, 715, 378, 769]
article-paragraph: Πρὸς κανονισμὸν τῆς ἐκδρομῆς ταύτης συνῆλθον τὴν ἑσπέραν χθὲς παρὰ τῷ κ. Καρυδίῳ οἱ ἐκ τοῦ συνδυασμοῦ ὑποψήφιοι. [392, 615, 614, 647]
exchange-cell: 498.— [251, 405, 272, 415]
article-heading: Ο ΔΡΑΓΟΥΜΙΚΟΣ ΣΥΝΔΥΑΣΜΟΣ [430, 391, 576, 402]
article-paragraph: Ἠρωτήσαμεν χθὲς τὸν κ. Ρετσίναν, ἐὰν σκοπῇ νὰ προβῇ εἰς παραχωρήσεις ἡ Λιμενικὴ Ἐπιτροπή, διὰ νὰ συνεχισθῶσιν αἱ ἐργασίαι. [162, 556, 378, 588]
column-rule [858, 164, 859, 2114]
article-paragraph: Τὸ δὲ σαλόνι τοῦ συνδυασμοῦ Σκίζα ἐστόλισαν σήμερον διὰ τῆς εἰκόνος τοῦ κ. Δηλιγιάννη, τὴν ὁποίαν σήμερον ἀφηρέθη καὶ ἐσπείρθη ἐντὸς τοῦ σαλονιοῦ ἐκ τοῦ Σκίζα. [866, 488, 1098, 531]
article-heading: ΠΑΝΑΓΙΩΤΗΝ ΡΑΖΗΝ [1394, 610, 1544, 625]
article-paragraph: Παρατάσεις Τούρκου προξένου [874, 861, 1006, 872]
article-paragraph: Τοὺς ἐνθουσιώδεις λόγους τῶν Βουλγάρων ῥητόρων ἐχειροκρότει τὸ πλῆθος, μετὰ τοῦ ὁποίου εἶχον συνενωθῆ καὶ πολλοὶ ἐκ τῶν φανατικῶν ὀπαδῶν τοῦ Μακεδονικοῦ Κομιτάτου, φωνάζοντες «κάτω οἱ Ἕλληνες». [162, 1163, 378, 1217]
article-paragraph: — Ἑορτάζει σήμερον ὁ ἐν Πειραιεῖ φίλος μας κ. Δημ. Μαυρῆς. Ἔτη πολλά. [1113, 766, 1341, 787]
article-heading: Νομολογία Μπαλάνου [1393, 842, 1545, 857]
article-paragraph: — Τὰ παραχωρήσεις, μᾶς ἀπήντησεν. Ἡ Λιμενικὴ Ἐπιτροπὴ εὑρίσκεται ἐδῶ πρὸ ἀπαιτήσεων, αἱ ὁποῖαι δὲν στηρίζονται εἰς τὴν συμφωνίαν. Δὲν δυνάμεθα ἡμεῖς νὰ ὑποχωρήσωμεν εἰς τὰς ἑκάστοτε προβαλλομένας ἀπαιτήσεις τῶν ἐργολάβων, καὶ νὰ καθυστερῶμεν κατὰ διαφόρους συνεννοήσεις μὲ τοὺς ἐργολάβους διὰ παραχωρήσεις, αἱ ὁποῖαι ἐνδέχεται νὰ βλάψουν τὸν προϋπολογισμὸν τῶν ἔργων καὶ νὰ ἔχωσι πολλὰ ἐπιβλαβῆ ἀποτελέσματα διὰ τὸν λιμένα. [162, 593, 378, 711]
exchange-cell: 61.— [359, 385, 376, 395]
article-paragraph: ΠΥΡΓΟΣ, 25 Ὀκτωβρίου. — Ἡ πολιτικὴ κίνησις τῆς πόλεως εἶνε ζωηροτάτη. Ὁμάδες ἐκλογέων περιηχοῦν τὰ μεγάλα καφενεῖα τῆς πόλεως. Ὁ κ. Γεωρ. Κρεστενίτης μετὰ τῶν συνυποψηφίων του περιοδεύει τοὺς δήμους, γινόμενος ἀνυπολόγιστης ὑποδοχῆς. [866, 271, 1098, 325]
article-paragraph: — Ἑορτάζει σήμερον ὁ καλλίτεχνος τῆς ὁδοῦ Δημ. Παπαχρηστάκης. Ἔτη πολλά. [1113, 338, 1341, 359]
article-paragraph: — Δὲν ἑορτάζει σήμερον ὁ κ. Δημήτριος Χατζόπουλος. [1113, 390, 1341, 412]
article-heading: ΚΟΙΝΩΝΙΚΑ [1113, 255, 1341, 281]
article-paragraph: Οἱ ἀποτελοῦντες τὸν μικτὸν συνδυασμὸν Ἀττικῆς ἄρχονται ἀπὸ σήμερον τῆς ἐκλογικῆς των ἀνὰ τὰ περίχωρα τῶν Ἀθηνῶν περιοδείας. [392, 479, 614, 511]
exchange-cell: 62.75 [359, 346, 376, 356]
